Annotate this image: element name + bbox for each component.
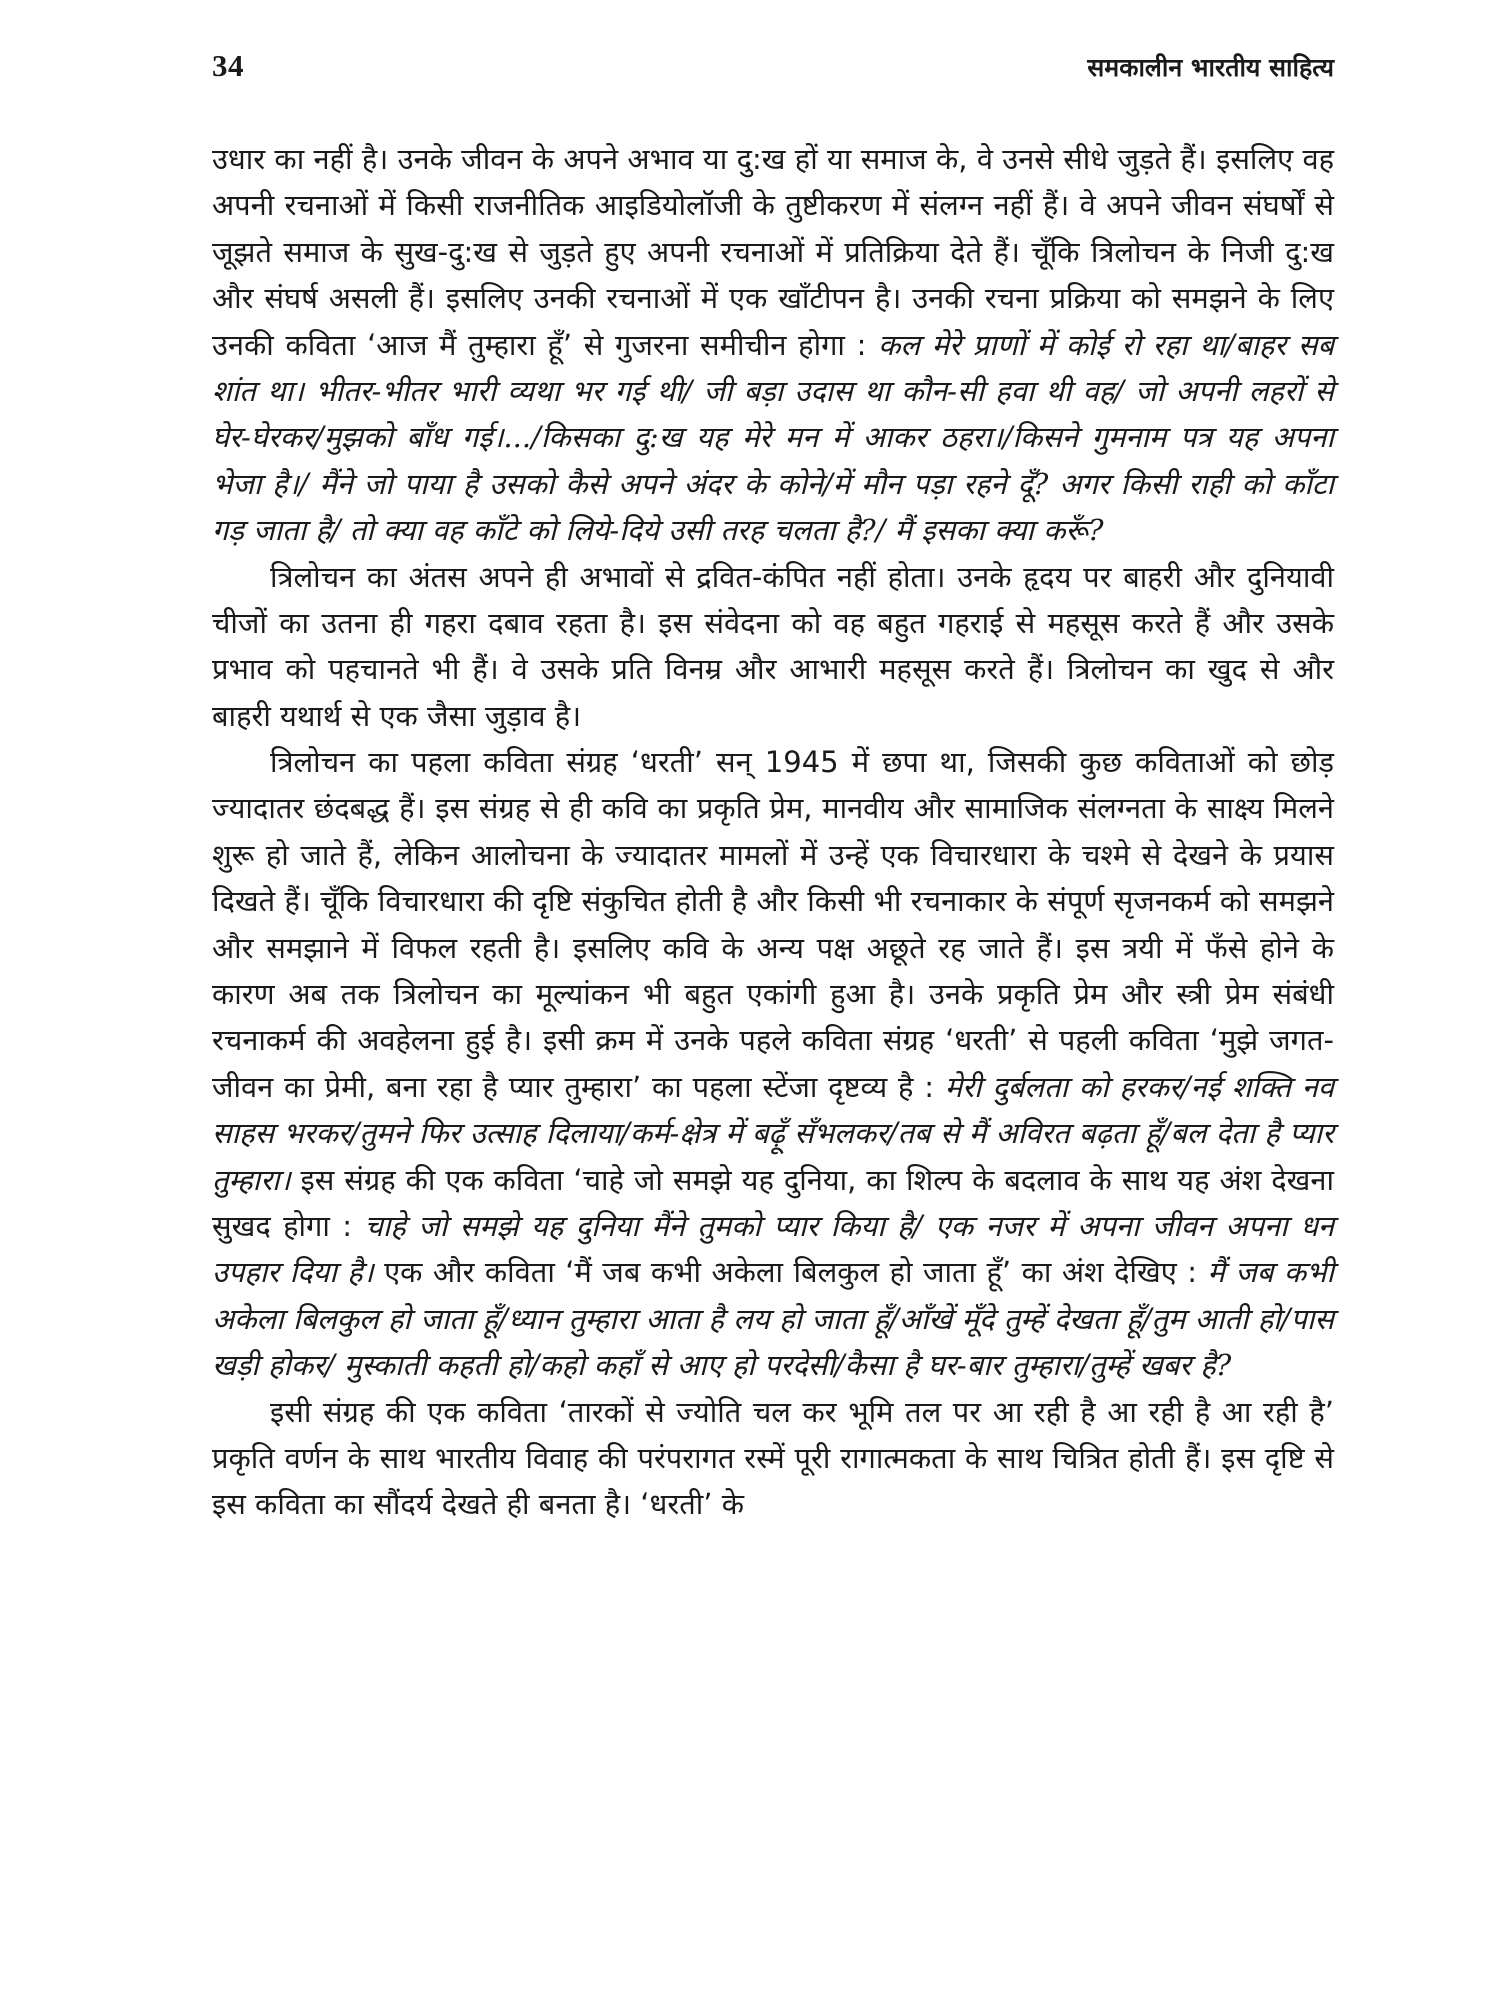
paragraph-4 bbox=[212, 1389, 1334, 1528]
running-title: समकालीन भारतीय साहित्य bbox=[1087, 53, 1334, 82]
running-header bbox=[212, 48, 1334, 88]
text-segment: एक और कविता ‘मैं जब कभी अकेला बिलकुल हो जाता हूँ’ का अंश देखिए : bbox=[373, 1255, 1208, 1290]
quoted-verse: मेरी दुर्बलता को हरकर/नई शक्ति नव साहस भरकर/तुमने फिर उत्साह दिलाया/कर्म-क्षेत्र में बढ़ूँ सँभलकर/तब से मैं अविरत बढ़ता हूँ/बल देता है प्यार तुम्हारा। bbox=[212, 1069, 1334, 1197]
paragraph-2 bbox=[212, 554, 1334, 740]
quoted-verse: मैं जब कभी अकेला बिलकुल हो जाता हूँ/ध्यान तुम्हारा आता है लय हो जाता हूँ/आँखें मूँदे तुम्हें देखता हूँ/तुम आती हो/पास खड़ी होकर/ मुस्काती कहती हो/कहो कहाँ से आए हो परदेसी/कैसा है घर-बार तुम्हारा/तुम्हें खबर है? bbox=[212, 1255, 1334, 1383]
paragraph-1 bbox=[212, 136, 1334, 554]
text-segment: त्रिलोचन का अंतस अपने ही अभावों से द्रवित-कंपित नहीं होता। उनके हृदय पर बाहरी और दुनियावी चीजों का उतना ही गहरा दबाव रहता है। इस संवेदना को वह बहुत गहराई से महसूस करते हैं और उसके प्रभाव को पहचानते भी हैं। वे उसके प्रति विनम्र और आभारी महसूस करते हैं। त्रिलोचन का खुद से और बाहरी यथार्थ से एक जैसा जुड़ाव है। bbox=[212, 559, 1334, 733]
text-segment: इसी संग्रह की एक कविता ‘तारकों से ज्योति चल कर भूमि तल पर आ रही है आ रही है आ रही है’ प्रकृति वर्णन के साथ भारतीय विवाह की परंपरागत रस्में पूरी रागात्मकता के साथ चित्रित होती हैं। इस दृष्टि से इस कविता का सौंदर्य देखते ही बनता है। ‘धरती’ के bbox=[212, 1394, 1334, 1522]
page-number: 34 bbox=[212, 48, 244, 83]
quoted-verse: चाहे जो समझे यह दुनिया मैंने तुमको प्यार किया है/ एक नजर में अपना जीवन अपना धन उपहार दिया है। bbox=[212, 1208, 1334, 1290]
quoted-verse: कल मेरे प्राणों में कोई रो रहा था/बाहर सब शांत था। भीतर-भीतर भारी व्यथा भर गई थी/ जी बड़ा उदास था कौन-सी हवा थी वह/ जो अपनी लहरों से घेर-घेरकर/मुझको बाँध गई।.../किसका दु:ख यह मेरे मन में आकर ठहरा।/किसने गुमनाम पत्र यह अपना भेजा है।/ मैंने जो पाया है उसको कैसे अपने अंदर के कोने/में मौन पड़ा रहने दूँ? अगर किसी राही को काँटा गड़ जाता है/ तो क्या वह काँटे को लिये-दिये उसी तरह चलता है?/ मैं इसका क्या करूँ? bbox=[212, 327, 1335, 548]
text-segment: इस संग्रह की एक कविता ‘चाहे जो समझे यह दुनिया, का शिल्प के बदलाव के साथ यह अंश देखना सुखद होगा : bbox=[212, 1162, 1334, 1243]
paragraph-3 bbox=[212, 739, 1334, 1388]
text-segment: त्रिलोचन का पहला कविता संग्रह ‘धरती’ सन् 1945 में छपा था, जिसकी कुछ कविताओं को छोड़ ज्यादातर छंदबद्ध हैं। इस संग्रह से ही कवि का प्रकृति प्रेम, मानवीय और सामाजिक संलग्नता के साक्ष्य मिलने शुरू हो जाते हैं, लेकिन आलोचना के ज्यादातर मामलों में उन्हें एक विचारधारा के चश्मे से देखने के प्रयास दिखते हैं। चूँकि विचारधारा की दृष्टि संकुचित होती है और किसी भी रचनाकार के संपूर्ण सृजनकर्म को समझने और समझाने में विफल रहती है। इसलिए कवि के अन्य पक्ष अछूते रह जाते हैं। इस त्रयी में फँसे होने के कारण अब तक त्रिलोचन का मूल्यांकन भी बहुत एकांगी हुआ है। उनके प्रकृति प्रेम और स्त्री प्रेम संबंधी रचनाकर्म की अवहेलना हुई है। इसी क्रम में उनके पहले कविता संग्रह ‘धरती’ से पहली कविता ‘मुझे जगत-जीवन का प्रेमी, बना रहा है प्यार तुम्हारा’ का पहला स्टेंजा दृष्टव्य है : bbox=[212, 745, 1334, 1104]
body-text bbox=[212, 136, 1334, 1528]
text-segment: उधार का नहीं है। उनके जीवन के अपने अभाव या दु:ख हों या समाज के, वे उनसे सीधे जुड़ते हैं। इसलिए वह अपनी रचनाओं में किसी राजनीतिक आइडियोलॉजी के तुष्टीकरण में संलग्न नहीं हैं। वे अपने जीवन संघर्षों से जूझते समाज के सुख-दु:ख से जुड़ते हुए अपनी रचनाओं में प्रतिक्रिया देते हैं। चूँकि त्रिलोचन के निजी दु:ख और संघर्ष असली हैं। इसलिए उनकी रचनाओं में एक खाँटीपन है। उनकी रचना प्रक्रिया को समझने के लिए उनकी कविता ‘आज मैं तुम्हारा हूँ’ से गुजरना समीचीन होगा : bbox=[212, 142, 1334, 362]
